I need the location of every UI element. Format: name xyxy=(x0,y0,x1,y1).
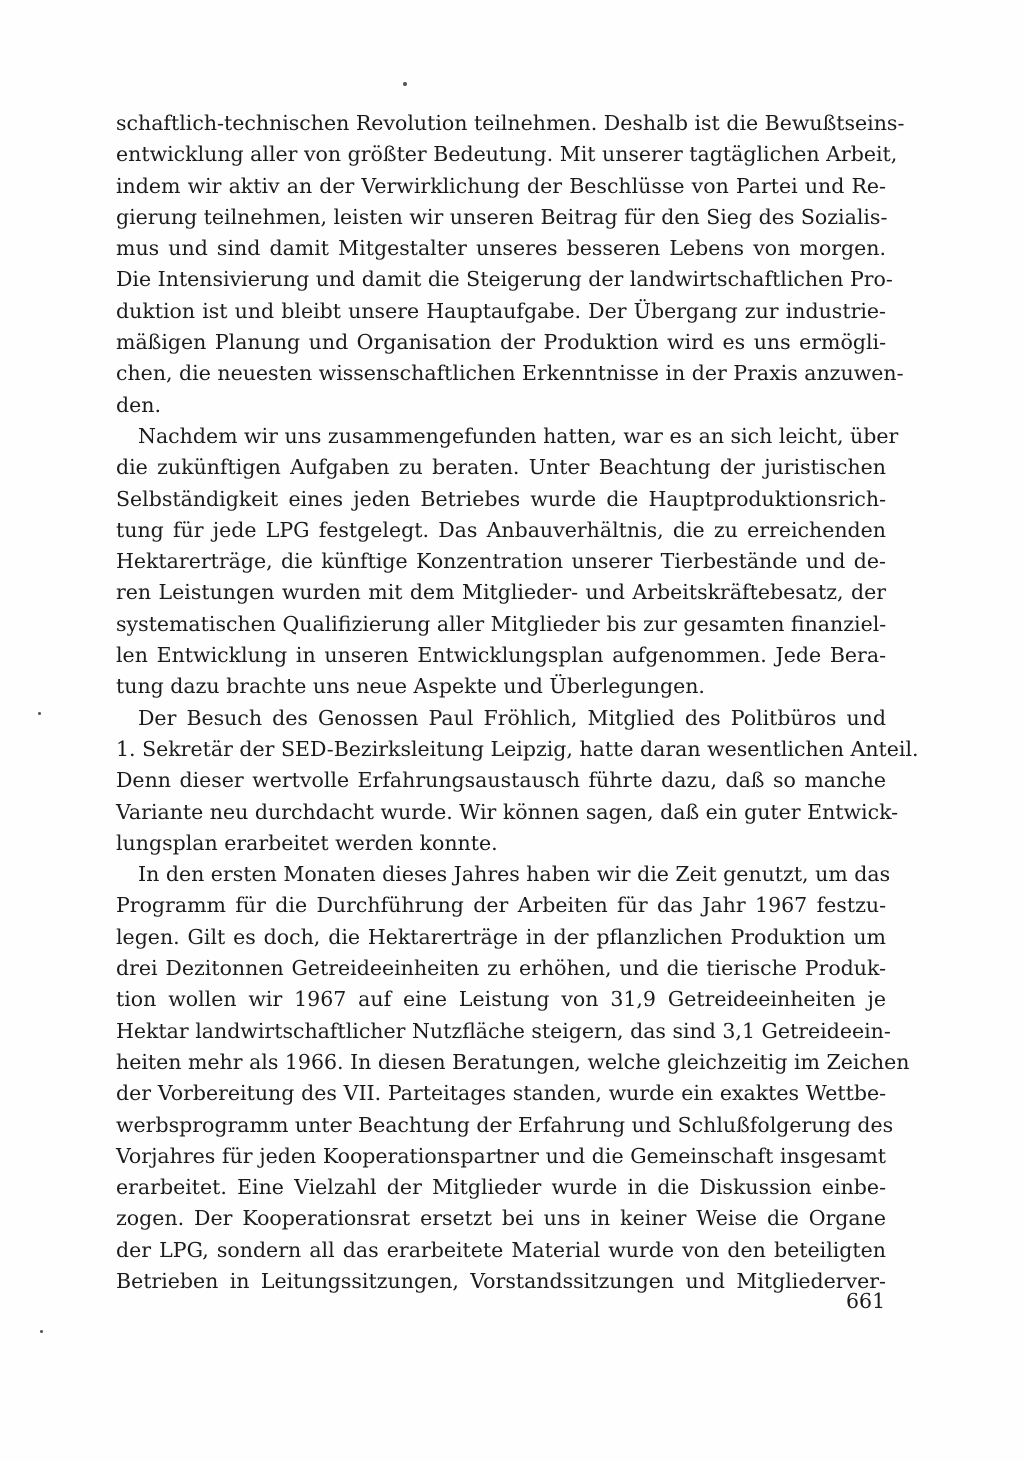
text-line: Hektar landwirtschaftlicher Nutzfläche steigern, das sind 3,1 Getreideein- xyxy=(116,1018,891,1043)
text-line: der LPG, sondern all das erarbeitete Material wurde von den beteiligten xyxy=(116,1237,886,1262)
text-line: schaftlich-technischen Revolution teilnehmen. Deshalb ist die Bewußtseins- xyxy=(116,111,905,135)
paragraph xyxy=(116,703,919,859)
text-line: drei Dezitonnen Getreideeinheiten zu erhöhen, und die tierische Produk- xyxy=(116,956,886,981)
text-line: mäßigen Planung und Organisation der Produktion wird es uns ermögli- xyxy=(116,330,886,355)
print-speck xyxy=(38,712,41,715)
text-line: Die Intensivierung und damit die Steigerung der landwirtschaftlichen Pro- xyxy=(116,267,893,292)
text-line: Betrieben in Leitungssitzungen, Vorstandssitzungen und Mitgliederver- xyxy=(116,1268,886,1293)
print-speck xyxy=(403,82,407,86)
text-line: der Vorbereitung des VII. Parteitages standen, wurde ein exaktes Wettbe- xyxy=(116,1081,886,1106)
text-line: Nachdem wir uns zusammengefunden hatten, war es an sich leicht, über xyxy=(138,423,899,448)
text-line: entwicklung aller von größter Bedeutung. Mit unserer tagtäglichen Arbeit, xyxy=(116,142,898,167)
paragraph xyxy=(116,421,899,703)
text-line: tion wollen wir 1967 auf eine Leistung von 31,9 Getreideeinheiten je xyxy=(116,987,886,1012)
text-line: zogen. Der Kooperationsrat ersetzt bei uns in keiner Weise die Organe xyxy=(116,1206,886,1231)
text-line: chen, die neuesten wissenschaftlichen Erkenntnisse in der Praxis anzuwen- xyxy=(116,361,904,386)
text-line: erarbeitet. Eine Vielzahl der Mitglieder wurde in die Diskussion einbe- xyxy=(116,1175,886,1200)
text-line: indem wir aktiv an der Verwirklichung der Beschlüsse von Partei und Re- xyxy=(116,173,886,198)
print-speck xyxy=(40,1330,43,1333)
text-line: werbsprogramm unter Beachtung der Erfahrung und Schlußfolgerung des xyxy=(116,1112,894,1137)
text-line: ren Leistungen wurden mit dem Mitglieder- und Arbeitskräftebesatz, der xyxy=(116,580,886,605)
text-line: Hektarerträge, die künftige Konzentration unserer Tierbestände und de- xyxy=(116,549,886,574)
text-line: duktion ist und bleibt unsere Hauptaufgabe. Der Übergang zur industrie- xyxy=(116,298,886,323)
text-line: den. xyxy=(116,392,161,417)
text-line: systematischen Qualifizierung aller Mitglieder bis zur gesamten finanziel- xyxy=(116,611,887,636)
text-line: In den ersten Monaten dieses Jahres haben wir die Zeit genutzt, um das xyxy=(138,862,891,887)
text-line: len Entwicklung in unseren Entwicklungsplan aufgenommen. Jede Bera- xyxy=(116,643,886,668)
text-line: Denn dieser wertvolle Erfahrungsaustausch führte dazu, daß so manche xyxy=(116,768,886,793)
text-line: Variante neu durchdacht wurde. Wir können sagen, daß ein guter Entwick- xyxy=(116,799,899,824)
text-line: Der Besuch des Genossen Paul Fröhlich, Mitglied des Politbüros und xyxy=(138,705,886,730)
page-number: 661 xyxy=(846,1289,886,1313)
text-line: gierung teilnehmen, leisten wir unseren Beitrag für den Sieg des Sozialis- xyxy=(116,204,888,229)
text-line: legen. Gilt es doch, die Hektarerträge in der pflanzlichen Produktion um xyxy=(116,924,886,949)
text-line: mus und sind damit Mitgestalter unseres besseren Lebens von morgen. xyxy=(116,236,886,261)
text-line: heiten mehr als 1966. In diesen Beratungen, welche gleichzeitig im Zeichen xyxy=(116,1049,910,1074)
paragraph xyxy=(116,108,905,421)
paragraph xyxy=(116,859,910,1297)
text-line: Selbständigkeit eines jeden Betriebes wurde die Hauptproduktionsrich- xyxy=(116,486,886,511)
body-text xyxy=(116,108,919,1297)
text-line: die zukünftigen Aufgaben zu beraten. Unter Beachtung der juristischen xyxy=(116,455,886,480)
text-line: Vorjahres für jeden Kooperationspartner und die Gemeinschaft insgesamt xyxy=(116,1143,886,1168)
text-line: lungsplan erarbeitet werden konnte. xyxy=(116,830,498,855)
text-line: Programm für die Durchführung der Arbeiten für das Jahr 1967 festzu- xyxy=(116,893,886,918)
text-line: tung für jede LPG festgelegt. Das Anbauverhältnis, die zu erreichenden xyxy=(116,517,886,542)
text-line: tung dazu brachte uns neue Aspekte und Überlegungen. xyxy=(116,674,705,699)
text-line: 1. Sekretär der SED-Bezirksleitung Leipzig, hatte daran wesentlichen Anteil. xyxy=(116,736,919,761)
